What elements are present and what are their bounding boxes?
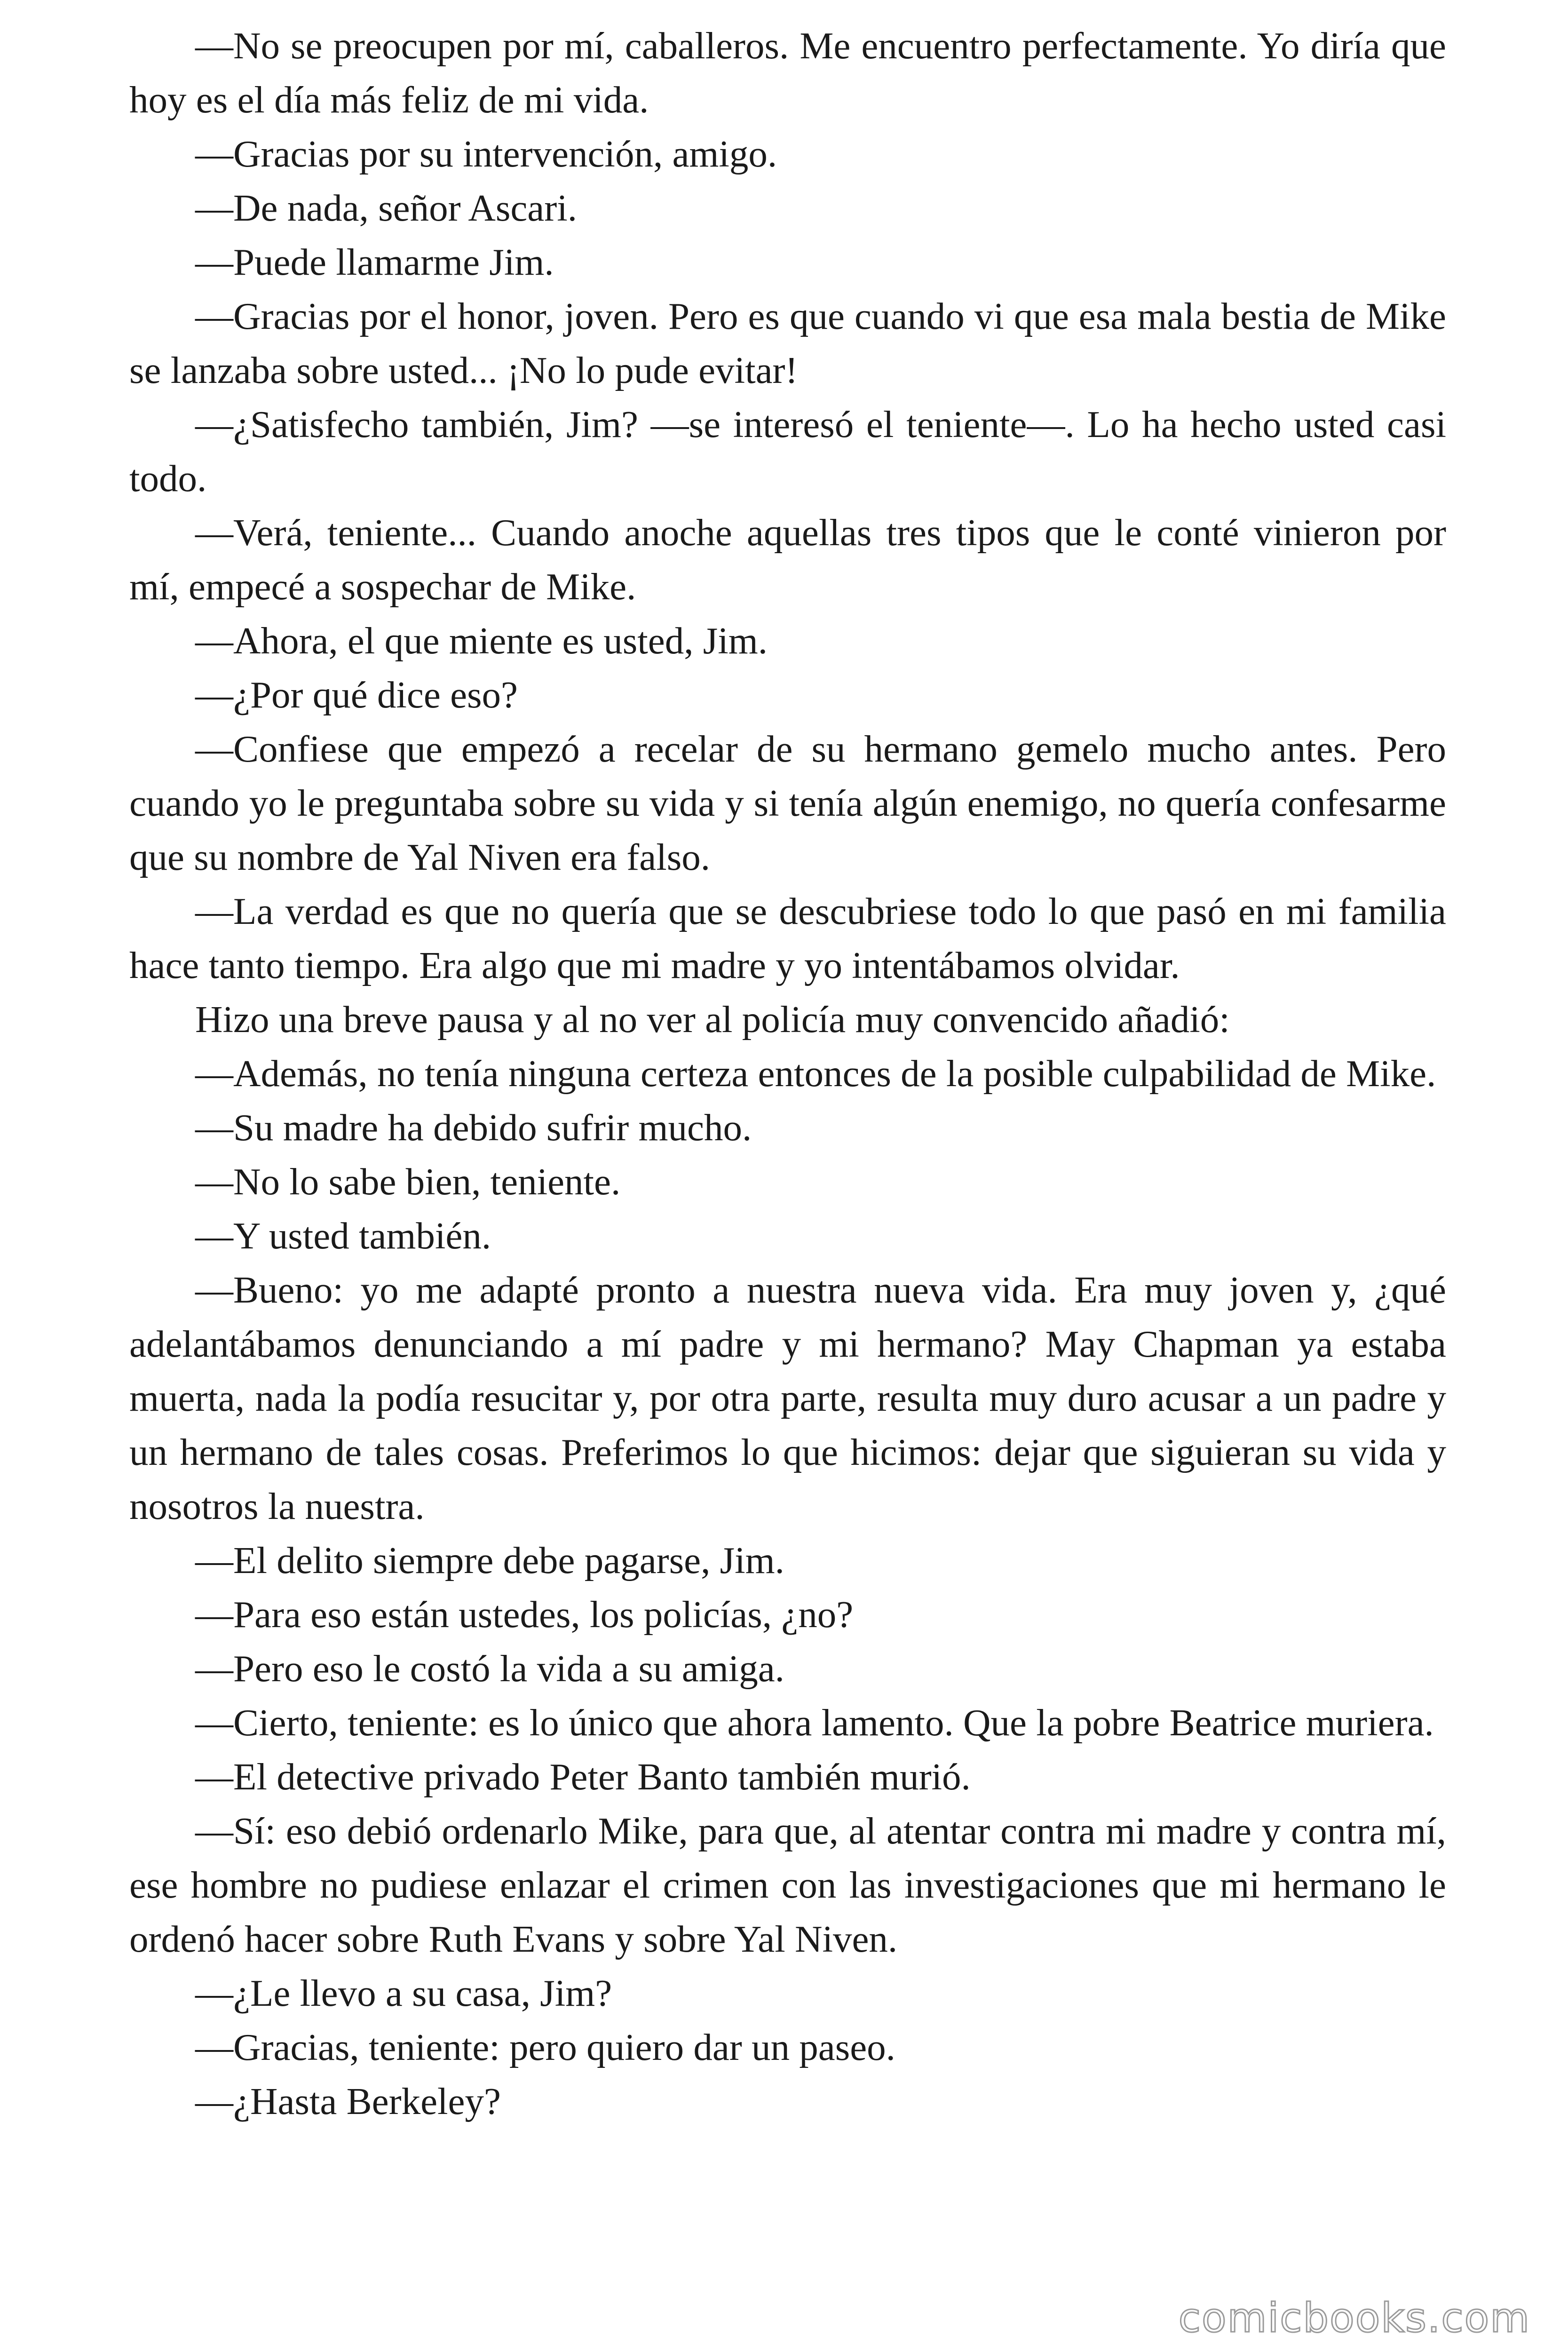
- paragraph: —¿Satisfecho también, Jim? —se interesó el teniente—. Lo ha hecho usted casi todo.: [129, 403, 1446, 500]
- paragraph: —El delito siempre debe pagarse, Jim.: [195, 1539, 784, 1581]
- paragraph: —Gracias por el honor, joven. Pero es que cuando vi que esa mala bestia de Mike se lanzaba sobre usted... ¡No lo pude evitar!: [129, 295, 1446, 391]
- paragraph: —Su madre ha debido sufrir mucho.: [195, 1106, 752, 1149]
- paragraph: —Pero eso le costó la vida a su amiga.: [195, 1647, 784, 1690]
- paragraph: —Verá, teniente... Cuando anoche aquellas tres tipos que le conté vinieron por mí, empecé a sospechar de Mike.: [129, 511, 1446, 608]
- text-column: [129, 19, 1446, 2129]
- paragraph: —El detective privado Peter Banto también murió.: [195, 1756, 971, 1798]
- paragraph: —No lo sabe bien, teniente.: [195, 1160, 621, 1203]
- paragraph: —Sí: eso debió ordenarlo Mike, para que, al atentar contra mi madre y contra mí, ese hombre no pudiese enlazar el crimen con las investigaciones que mi hermano le ordenó hacer sobre Ruth Evans y sobre Yal Niven.: [129, 1810, 1446, 1960]
- paragraph: —Bueno: yo me adapté pronto a nuestra nueva vida. Era muy joven y, ¿qué adelantábamos denunciando a mí padre y mi hermano? May Chapman ya estaba muerta, nada la podía resucitar y, por otra parte, resulta muy duro acusar a un padre y un hermano de tales cosas. Preferimos lo que hicimos: dejar que siguieran su vida y nosotros la nuestra.: [129, 1269, 1446, 1527]
- paragraph: —Cierto, teniente: es lo único que ahora lamento. Que la pobre Beatrice muriera.: [195, 1701, 1434, 1744]
- paragraph: —Gracias, teniente: pero quiero dar un paseo.: [195, 2026, 895, 2068]
- paragraph: —¿Por qué dice eso?: [195, 674, 518, 716]
- paragraph: —Confiese que empezó a recelar de su hermano gemelo mucho antes. Pero cuando yo le preguntaba sobre su vida y si tenía algún enemigo, no quería confesarme que su nombre de Yal Niven era falso.: [129, 728, 1446, 878]
- paragraph: —La verdad es que no quería que se descubriese todo lo que pasó en mi familia hace tanto tiempo. Era algo que mi madre y yo intentábamos olvidar.: [129, 890, 1446, 986]
- watermark: comicbooks.com: [1178, 2295, 1530, 2342]
- paragraph: —Además, no tenía ninguna certeza entonces de la posible culpabilidad de Mike.: [195, 1052, 1436, 1095]
- paragraph: —¿Le llevo a su casa, Jim?: [195, 1972, 612, 2014]
- paragraph: —Gracias por su intervención, amigo.: [195, 133, 777, 175]
- paragraph: —Ahora, el que miente es usted, Jim.: [195, 620, 768, 662]
- paragraph: —¿Hasta Berkeley?: [195, 2080, 501, 2122]
- paragraph: —De nada, señor Ascari.: [195, 187, 577, 229]
- paragraph: Hizo una breve pausa y al no ver al policía muy convencido añadió:: [195, 998, 1230, 1041]
- paragraph: —Y usted también.: [195, 1215, 491, 1257]
- paragraph: —No se preocupen por mí, caballeros. Me encuentro perfectamente. Yo diría que hoy es el día más feliz de mi vida.: [129, 24, 1446, 121]
- paragraph: —Puede llamarme Jim.: [195, 241, 554, 283]
- paragraph: —Para eso están ustedes, los policías, ¿no?: [195, 1593, 854, 1636]
